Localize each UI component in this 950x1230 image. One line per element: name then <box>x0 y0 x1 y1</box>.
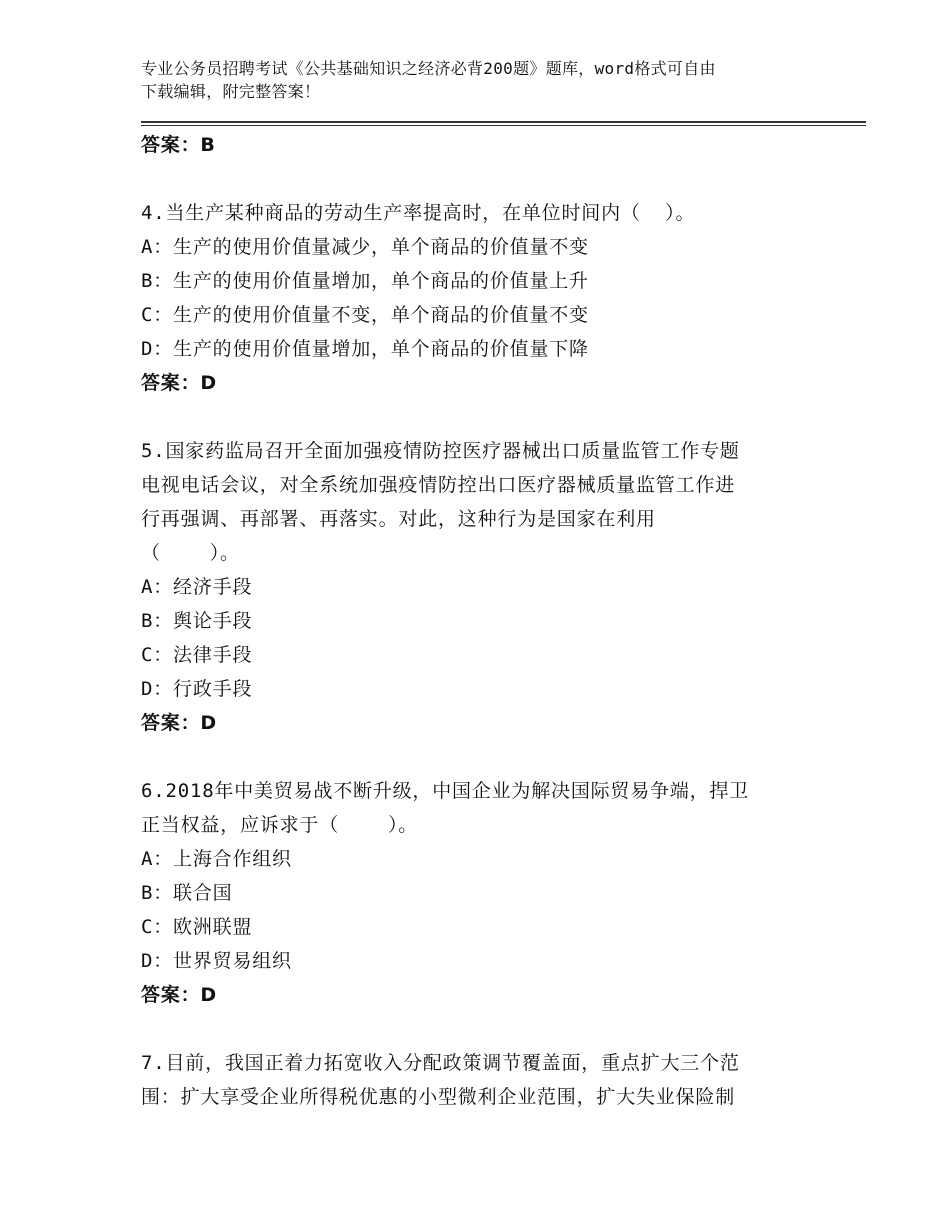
header-line-2: 下载编辑，附完整答案！ <box>141 82 321 101</box>
question-stem-line: （ ）。 <box>141 542 240 564</box>
page-header <box>141 57 811 103</box>
question-stem-line: 4.当生产某种商品的劳动生产率提高时，在单位时间内（ ）。 <box>141 202 696 224</box>
header-line-1: 专业公务员招聘考试《公共基础知识之经济必背200题》题库，word格式可自由 <box>141 59 716 78</box>
option-c: C：生产的使用价值量不变，单个商品的价值量不变 <box>141 304 589 326</box>
document-body <box>141 128 831 1114</box>
question-stem-line: 5.国家药监局召开全面加强疫情防控医疗器械出口质量监管工作专题 <box>141 440 740 462</box>
answer-prev: 答案：B <box>141 134 216 156</box>
option-b: B：联合国 <box>141 882 233 904</box>
question-7 <box>141 1046 831 1114</box>
question-4 <box>141 196 831 400</box>
option-a: A：生产的使用价值量减少，单个商品的价值量不变 <box>141 236 589 258</box>
question-stem-line: 电视电话会议，对全系统加强疫情防控出口医疗器械质量监管工作进 <box>141 474 736 496</box>
option-b: B：舆论手段 <box>141 610 253 632</box>
question-stem-line: 围：扩大享受企业所得税优惠的小型微利企业范围，扩大失业保险制 <box>141 1086 736 1108</box>
option-a: A：上海合作组织 <box>141 848 292 870</box>
option-c: C：欧洲联盟 <box>141 916 253 938</box>
option-d: D：世界贸易组织 <box>141 950 292 972</box>
header-rule-thin <box>141 125 866 126</box>
question-stem-line: 正当权益，应诉求于（ ）。 <box>141 814 419 836</box>
option-a: A：经济手段 <box>141 576 253 598</box>
answer: 答案：D <box>141 712 217 734</box>
option-d: D：行政手段 <box>141 678 253 700</box>
option-c: C：法律手段 <box>141 644 253 666</box>
answer: 答案：D <box>141 984 217 1006</box>
answer: 答案：D <box>141 372 217 394</box>
header-rule-thick <box>141 121 866 123</box>
question-stem-line: 7.目前，我国正着力拓宽收入分配政策调节覆盖面，重点扩大三个范 <box>141 1052 740 1074</box>
question-stem-line: 6.2018年中美贸易战不断升级，中国企业为解决国际贸易争端，捍卫 <box>141 780 750 802</box>
question-6 <box>141 774 831 1012</box>
option-b: B：生产的使用价值量增加，单个商品的价值量上升 <box>141 270 589 292</box>
option-d: D：生产的使用价值量增加，单个商品的价值量下降 <box>141 338 589 360</box>
question-stem-line: 行再强调、再部署、再落实。对此，这种行为是国家在利用 <box>141 508 656 530</box>
question-5 <box>141 434 831 740</box>
